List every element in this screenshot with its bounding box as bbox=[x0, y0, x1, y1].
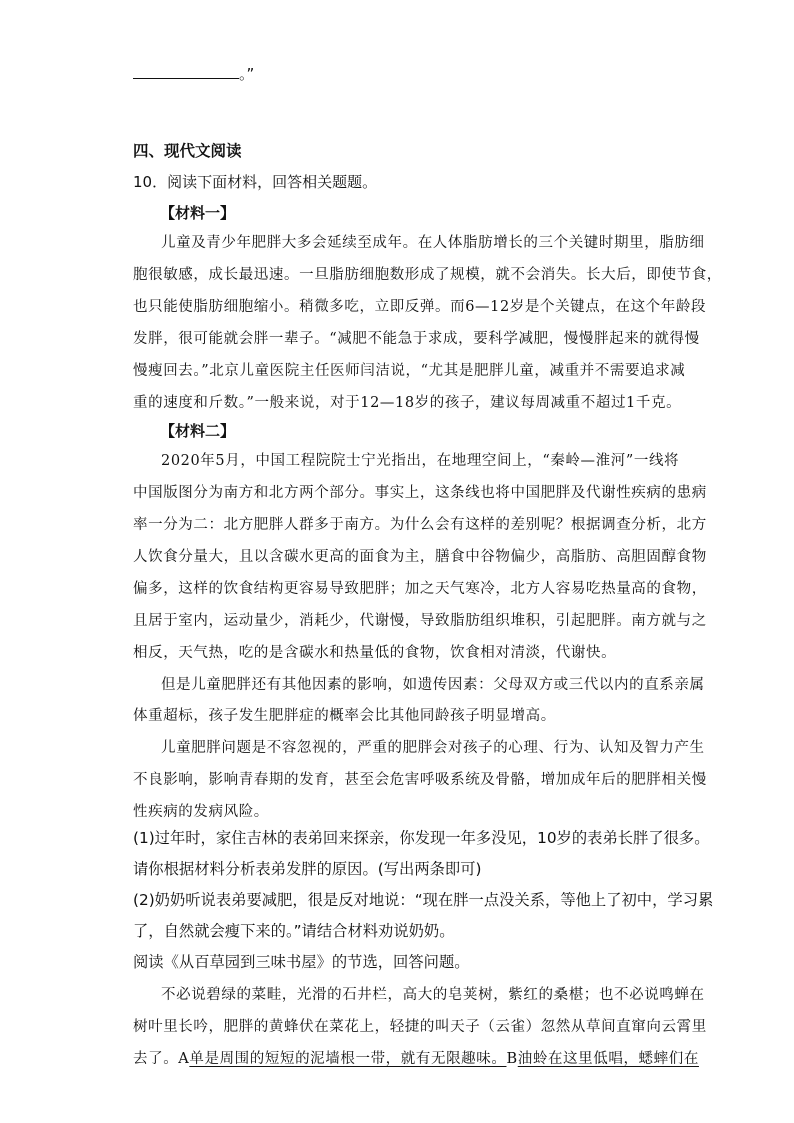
material-2-line: 儿童肥胖问题是不容忽视的，严重的肥胖会对孩子的心理、行为、认知及智力产生 bbox=[161, 740, 705, 756]
underlined-sentence-a: 单是周围的短短的泥墙根一带，就有无限趣味。 bbox=[189, 1051, 507, 1067]
answer-blank-line bbox=[133, 64, 254, 84]
excerpt-segment: 去了。A bbox=[133, 1051, 190, 1067]
material-2-line: 偏多，这样的饮食结构更容易导致肥胖；加之天气寒冷，北方人容易吃热量高的食物， bbox=[133, 581, 707, 597]
material-1-line: 发胖，很可能就会胖一辈子。“减肥不能急于求成，要科学减肥，慢慢胖起来的就得慢 bbox=[133, 331, 700, 347]
material-2-line: 性疾病的发病风险。 bbox=[133, 804, 269, 820]
excerpt-line: 不必说碧绿的菜畦，光滑的石井栏，高大的皂荚树，紫红的桑椹；也不必说鸣蝉在 bbox=[161, 987, 705, 1003]
material-1-line: 重的速度和斤数。”一般来说，对于12—18岁的孩子，建议每周减重不超过1千克。 bbox=[133, 395, 682, 411]
underlined-sentence-b: 油蛉在这里低唱，蟋蟀们在 bbox=[517, 1051, 699, 1067]
reading-instruction: 阅读《从百草园到三味书屋》的节选，回答问题。 bbox=[133, 953, 470, 971]
material-1-line: 儿童及青少年肥胖大多会延续至成年。在人体脂肪增长的三个关键时期里，脂肪细 bbox=[161, 235, 705, 251]
material-2-line: 中国版图分为南方和北方两个部分。事实上，这条线也将中国肥胖及代谢性疾病的患病 bbox=[133, 485, 707, 501]
excerpt-marker-b: B bbox=[506, 1051, 518, 1067]
sub-question-2-cont: 了，自然就会瘦下来的。”请结合材料劝说奶奶。 bbox=[133, 922, 455, 940]
section-title: 四、现代文阅读 bbox=[133, 142, 242, 160]
material-2-line: 不良影响，影响青春期的发育，甚至会危害呼吸系统及骨骼，增加成年后的肥胖相关慢 bbox=[133, 772, 707, 788]
material-1-label: 【材料一】 bbox=[160, 204, 236, 222]
material-2-line: 人饮食分量大，且以含碳水更高的面食为主，膳食中谷物偏少，高脂肪、高胆固醇食物 bbox=[133, 549, 707, 565]
material-2-line: 相反，天气热，吃的是含碳水和热量低的食物，饮食相对清淡，代谢快。 bbox=[133, 645, 617, 661]
material-2-line: 体重超标，孩子发生肥胖症的概率会比其他同龄孩子明显增高。 bbox=[133, 708, 556, 724]
blank-tail: 。” bbox=[239, 65, 255, 83]
material-2-line: 但是儿童肥胖还有其他因素的影响，如遗传因素：父母双方或三代以内的直系亲属 bbox=[161, 677, 705, 693]
fill-blank bbox=[133, 64, 239, 79]
material-1-line: 慢瘦回去。”北京儿童医院主任医师闫洁说，“尤其是肥胖儿童，减重并不需要追求减 bbox=[133, 363, 686, 379]
material-2-line: 且居于室内，运动量少，消耗少，代谢慢，导致脂肪组织堆积，引起肥胖。南方就与之 bbox=[133, 613, 707, 629]
question-10-stem: 10．阅读下面材料，回答相关题题。 bbox=[133, 173, 378, 191]
material-2-label: 【材料二】 bbox=[160, 422, 236, 440]
excerpt-line bbox=[133, 1049, 699, 1069]
sub-question-1-cont: 请你根据材料分析表弟发胖的原因。(写出两条即可) bbox=[133, 860, 482, 878]
material-1-line: 胞很敏感，成长最迅速。一旦脂肪细胞数形成了规模，就不会消失。长大后，即使节食， bbox=[133, 267, 722, 283]
material-2-line: 率一分为二：北方肥胖人群多于南方。为什么会有这样的差别呢？根据调查分析，北方 bbox=[133, 517, 707, 533]
sub-question-1: (1)过年时，家住吉林的表弟回来探亲，你发现一年多没见，10岁的表弟长胖了很多。 bbox=[133, 829, 710, 847]
material-2-line: 2020年5月，中国工程院院士宁光指出，在地理空间上，“秦岭—淮河”一线将 bbox=[161, 453, 680, 469]
material-1-line: 也只能使脂肪细胞缩小。稍微多吃，立即反弹。而6—12岁是个关键点，在这个年龄段 bbox=[133, 299, 707, 315]
sub-question-2: (2)奶奶听说表弟要减肥，很是反对地说：“现在胖一点没关系，等他上了初中，学习累 bbox=[133, 891, 714, 909]
excerpt-line: 树叶里长吟，肥胖的黄蜂伏在菜花上，轻捷的叫天子（云雀）忽然从草间直窜向云霄里 bbox=[133, 1019, 707, 1035]
